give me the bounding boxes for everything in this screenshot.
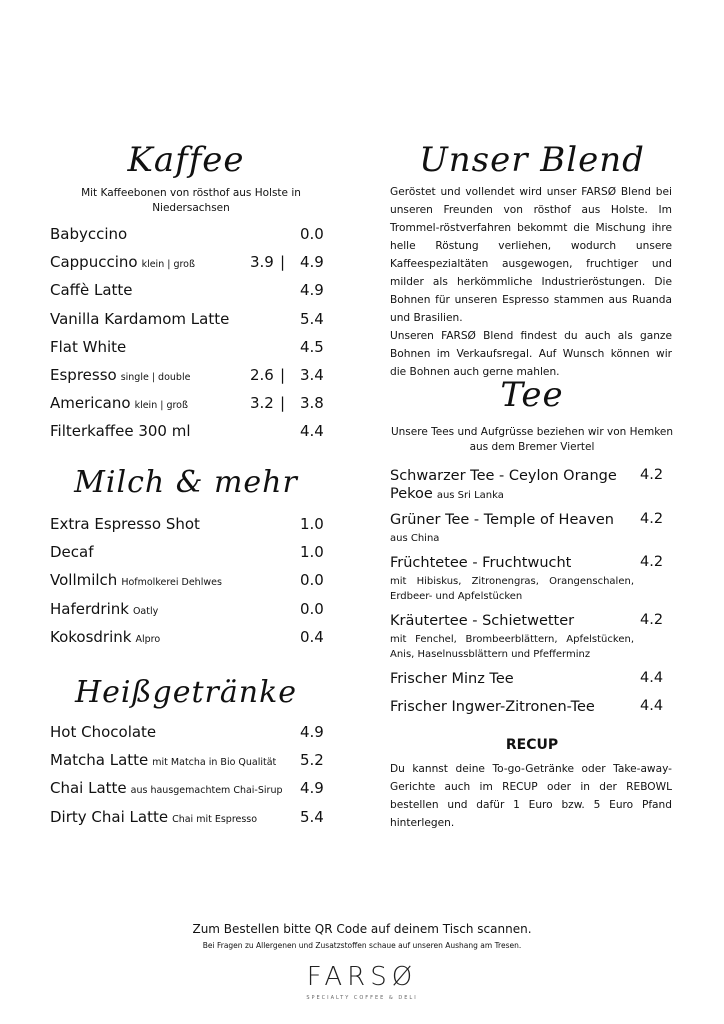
menu-item	[50, 309, 322, 337]
menu-item-name	[50, 750, 276, 773]
menu-item-note: Oatly	[132, 605, 159, 617]
recup-text: Du kannst deine To-go-Getränke oder Take-away-Gerichte auch im RECUP oder in der REBOWL bestellen und dafür 1 Euro bzw. 5 Euro Pfand hinterlegen.	[390, 763, 672, 829]
menu-item	[50, 280, 322, 308]
menu-item-name-text: Matcha Latte	[50, 751, 149, 770]
price-separator: |	[280, 394, 286, 413]
footer-order-note: Zum Bestellen bitte QR Code auf deinem Tisch scannen.	[192, 922, 532, 936]
menu-item-name	[50, 514, 200, 534]
menu-item-name-text: Espresso	[50, 365, 117, 384]
menu-item	[50, 393, 322, 421]
menu-item	[50, 778, 322, 806]
menu-item-name	[50, 393, 188, 416]
menu-item-price: 0.0	[300, 225, 324, 243]
tea-item	[390, 509, 674, 546]
menu-item	[50, 337, 322, 365]
menu-item-name-text: Cappuccino	[50, 253, 138, 272]
menu-item-name	[50, 542, 94, 562]
menu-item	[50, 252, 322, 280]
tea-name: Frischer Minz Tee	[390, 671, 514, 687]
tee-subtitle: Unsere Tees und Aufgrüsse beziehen wir von Hemken aus dem Bremer Viertel	[390, 426, 674, 453]
menu-item-note: Chai mit Espresso	[172, 813, 258, 825]
menu-item-note: single | double	[120, 371, 191, 383]
tea-note: mit Hibiskus, Zitronengras, Orangenschalen, Erdbeer- und Apfelstücken	[390, 576, 634, 602]
blend-paragraph-1: Geröstet und vollendet wird unser FARSØ Blend bei unseren Freunden von rösthof aus Holste. Im Trommel-röstverfahren bekommt die Mischung ihre helle Röstung verliehen, wodurch unsere Kaffeespezialtäten ausgewogen, fruchtiger und milder als herkömmliche Industrieröstungen. Die Bohnen für unseren Espresso stammen aus Ruanda und Brasilien.	[390, 186, 672, 324]
kaffee-list	[50, 224, 322, 450]
tea-item	[390, 610, 674, 662]
tea-price: 4.2	[640, 554, 664, 570]
price-separator: |	[280, 253, 286, 272]
menu-item-price: 3.8	[300, 394, 324, 413]
menu-item-price-small: 2.6	[250, 365, 274, 384]
blend-description	[390, 183, 672, 381]
tea-note: mit Fenchel, Brombeerblättern, Apfelstücken, Anis, Haselnussblättern und Pfefferminz	[390, 634, 634, 660]
menu-item-note: Hofmolkerei Dehlwes	[121, 577, 222, 589]
tea-name: Frischer Ingwer-Zitronen-Tee	[390, 699, 595, 715]
tea-note: aus Sri Lanka	[436, 490, 504, 501]
menu-item-name-text: Haferdrink	[50, 599, 129, 618]
menu-item-price-small: 3.2	[250, 394, 274, 413]
menu-item-name	[50, 627, 160, 650]
menu-item-note: aus hausgemachtem Chai-Sirup	[130, 785, 283, 797]
menu-item-name	[50, 807, 257, 830]
tee-heading: Tee	[500, 375, 564, 415]
blend-heading: Unser Blend	[419, 140, 645, 180]
tea-price: 4.4	[640, 670, 664, 686]
menu-item-price: 0.0	[300, 571, 324, 590]
menu-item-name-text: Hot Chocolate	[50, 723, 157, 741]
tea-name: Früchtetee - Fruchtwucht	[390, 555, 572, 571]
menu-item	[50, 514, 322, 542]
tea-name: Schwarzer Tee - Ceylon Orange	[390, 468, 617, 484]
menu-item-name-text: Flat White	[50, 337, 127, 356]
tea-name: Grüner Tee - Temple of Heaven	[390, 512, 614, 528]
menu-item	[50, 542, 322, 570]
farso-logo-tagline: SPECIALTY COFFEE & DELI	[306, 995, 418, 1001]
tea-name: Kräutertee - Schietwetter	[390, 613, 575, 629]
menu-item	[50, 627, 322, 655]
menu-item-name	[50, 337, 126, 357]
milch-list	[50, 514, 322, 655]
menu-item-name-text: Babyccino	[50, 225, 128, 243]
menu-item	[50, 570, 322, 598]
menu-item	[50, 750, 322, 778]
menu-item-name	[50, 778, 283, 801]
menu-item-price: 0.4	[300, 627, 324, 646]
menu-item-price: 4.9	[300, 723, 324, 741]
menu-item-name-text: Filterkaffee 300 ml	[50, 422, 191, 441]
menu-item	[50, 722, 322, 750]
farso-logo: FARSØ	[306, 962, 418, 992]
menu-item	[50, 365, 322, 393]
tea-price: 4.2	[640, 612, 664, 628]
menu-item-note: mit Matcha in Bio Qualität	[152, 757, 277, 769]
milch-heading: Milch & mehr	[74, 465, 298, 500]
menu-item-name	[50, 599, 158, 622]
menu-item-name	[50, 252, 195, 275]
menu-item-note: Alpro	[135, 633, 161, 645]
menu-item-price: 4.9	[300, 281, 324, 300]
menu-item-price: 0.0	[300, 599, 324, 618]
menu-item-price-small: 3.9	[250, 253, 274, 272]
heissgetraenke-heading: Heißgetränke	[74, 675, 298, 710]
tea-price: 4.2	[640, 511, 664, 527]
tea-price: 4.4	[640, 698, 664, 714]
menu-item-price: 1.0	[300, 515, 324, 533]
menu-item-price: 4.9	[300, 253, 324, 272]
menu-item-price: 5.4	[300, 309, 324, 328]
menu-item-name	[50, 570, 222, 593]
menu-item-name-text: Kokosdrink	[50, 627, 132, 646]
menu-item-price: 4.4	[300, 422, 324, 441]
menu-item-name-text: Dirty Chai Latte	[50, 807, 169, 826]
menu-item	[50, 807, 322, 835]
heissgetraenke-list	[50, 722, 322, 835]
menu-item-name	[50, 722, 156, 742]
tea-note: aus China	[390, 533, 440, 544]
menu-item-name-text: Vanilla Kardamom Latte	[50, 309, 230, 328]
menu-item-name-text: Chai Latte	[50, 779, 127, 798]
tea-name-line-2	[390, 487, 674, 503]
menu-item-name	[50, 421, 191, 441]
price-separator: |	[280, 365, 286, 384]
menu-item-name	[50, 280, 133, 300]
tea-item	[390, 696, 674, 718]
menu-item-name	[50, 309, 229, 329]
menu-item-price: 1.0	[300, 543, 324, 562]
menu-item-name-text: Decaf	[50, 543, 94, 562]
menu-item-price: 5.4	[300, 807, 324, 826]
kaffee-heading: Kaffee	[127, 140, 245, 180]
menu-item-price: 4.9	[300, 779, 324, 798]
blend-paragraph-2: Unseren FARSØ Blend findest du auch als ganze Bohnen im Verkaufsregal. Auf Wunsch können wir die Bohnen auch gerne mahlen.	[390, 330, 672, 378]
menu-item	[50, 224, 322, 252]
menu-item-name-text: Caffè Latte	[50, 281, 133, 300]
tea-name-continued: Pekoe	[390, 486, 433, 502]
recup-heading: RECUP	[505, 737, 559, 753]
menu-item-name	[50, 224, 127, 244]
menu-item-price: 4.5	[300, 337, 324, 356]
tea-item	[390, 552, 674, 604]
menu-item-name	[50, 365, 190, 388]
footer-allergen-note: Bei Fragen zu Allergenen und Zusatzstoffen schaue auf unseren Aushang am Tresen.	[202, 941, 522, 950]
menu-item-price: 5.2	[300, 751, 324, 770]
kaffee-subtitle: Mit Kaffeebonen von rösthof aus Holste in Niedersachsen	[81, 187, 301, 214]
menu-item-note: klein | groß	[134, 400, 188, 412]
tea-item	[390, 465, 674, 503]
tea-price: 4.2	[640, 467, 664, 483]
tee-list	[390, 465, 674, 724]
menu-item	[50, 599, 322, 627]
tea-item	[390, 668, 674, 690]
menu-item-name-text: Extra Espresso Shot	[50, 515, 200, 533]
menu-item-price: 3.4	[300, 365, 324, 384]
menu-item	[50, 421, 322, 449]
menu-item-note: klein | groß	[141, 259, 195, 271]
menu-item-name-text: Vollmilch	[50, 571, 118, 590]
menu-item-name-text: Americano	[50, 394, 131, 413]
